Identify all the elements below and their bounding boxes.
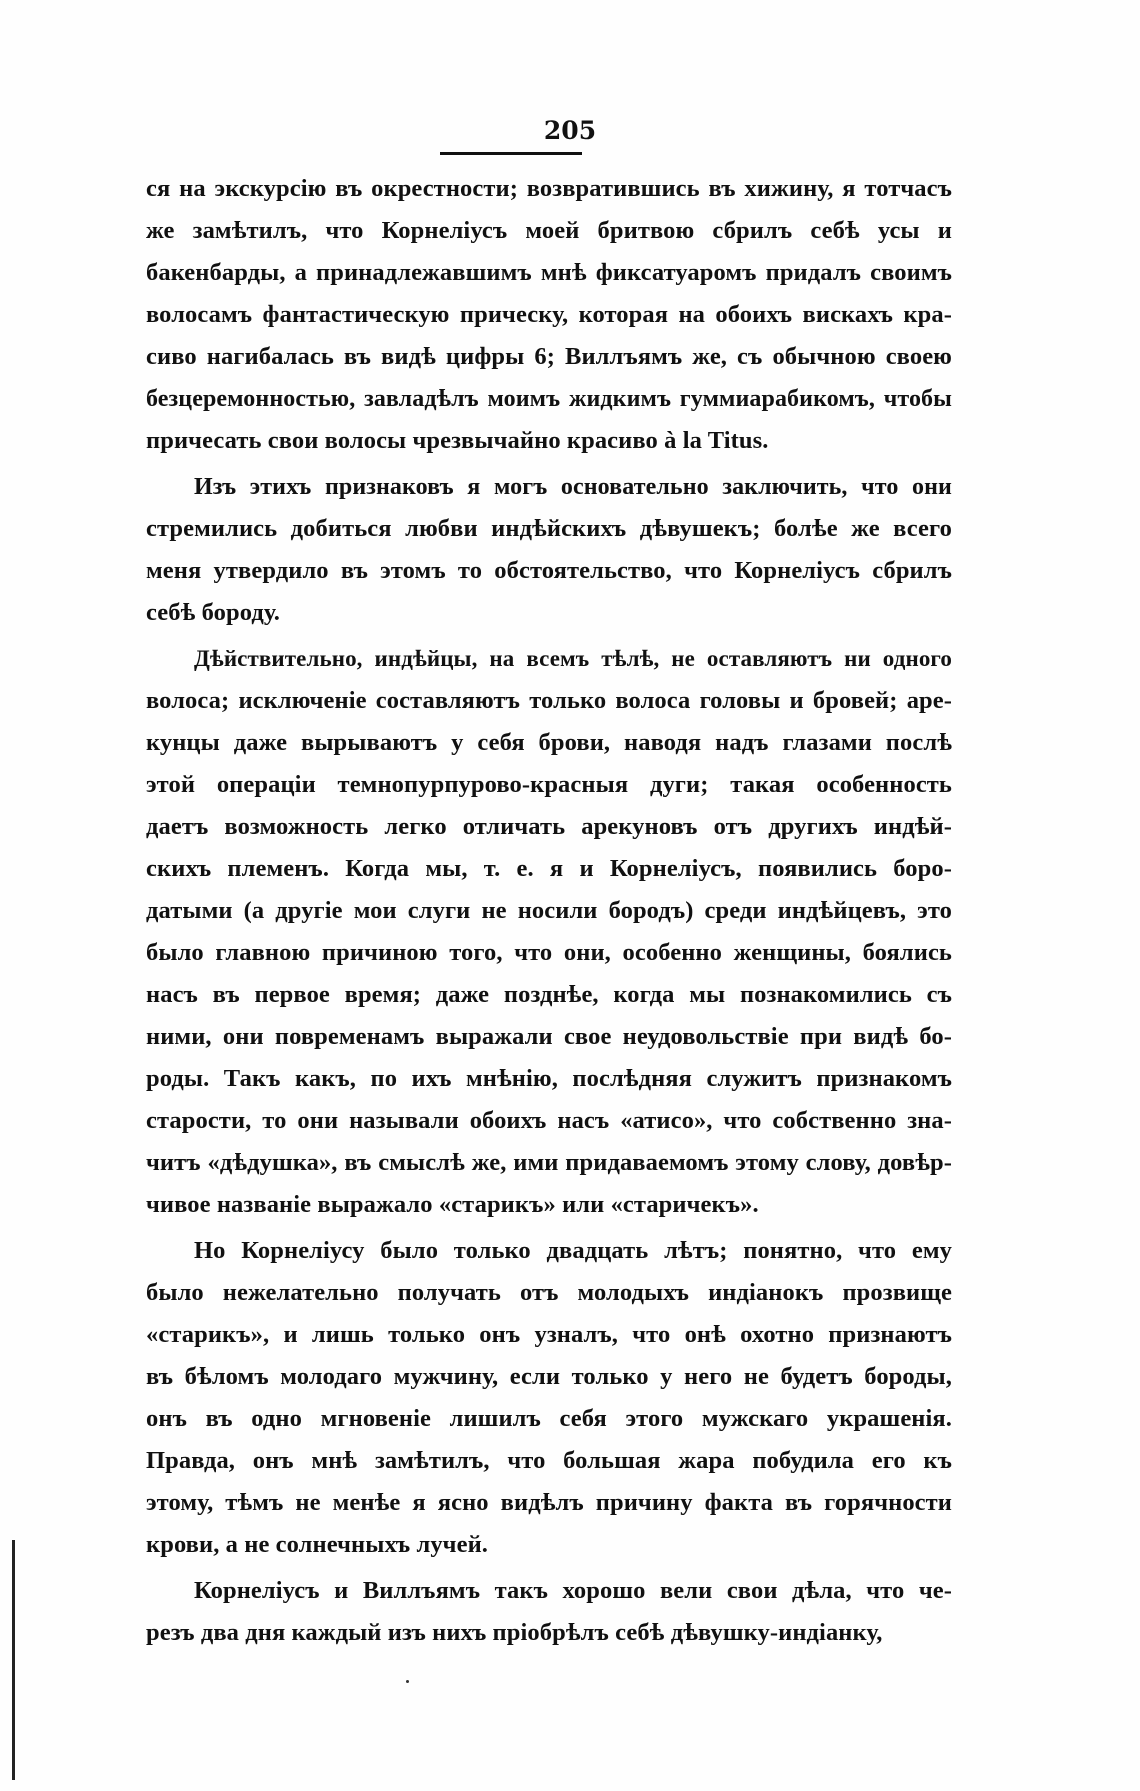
text-line: стремились добиться любви индѣйскихъ дѣвушекъ; болѣе же всего <box>146 515 952 542</box>
text-line: сиво нагибалась въ видѣ цифры 6; Виллъямъ же, съ обычною своею <box>146 343 952 370</box>
paragraph <box>146 638 952 1226</box>
paragraph <box>146 466 952 634</box>
text-line: Изъ этихъ признаковъ я могъ основательно заключить, что они <box>194 474 952 500</box>
page-edge-line <box>12 1540 15 1780</box>
text-line: этой операціи темнопурпурово-красныя дуги; такая особенность <box>146 771 952 798</box>
text-line: въ бѣломъ молодаго мужчину, если только у него не будетъ бороды, <box>146 1363 952 1390</box>
text-line: читъ «дѣдушка», въ смыслѣ же, ими придаваемомъ этому слову, довѣр- <box>146 1149 952 1176</box>
text-line: датыми (а другіе мои слуги не носили бородъ) среди индѣйцевъ, это <box>146 897 952 924</box>
text-line: роды. Такъ какъ, по ихъ мнѣнію, послѣдняя служитъ признакомъ <box>146 1065 952 1092</box>
text-line: чивое названіе выражало «старикъ» или «старичекъ». <box>146 1191 759 1218</box>
text-line: было нежелательно получать отъ молодыхъ индіанокъ прозвище <box>146 1279 952 1306</box>
text-line: волоса; исключеніе составляютъ только волоса головы и бровей; аре- <box>146 687 952 714</box>
text-line: причесать свои волосы чрезвычайно красиво à la Titus. <box>146 427 769 454</box>
text-line: этому, тѣмъ не менѣе я ясно видѣлъ причину факта въ горячности <box>146 1489 952 1516</box>
text-line: старости, то они называли обоихъ насъ «атисо», что собственно зна- <box>146 1107 952 1134</box>
text-line: ся на экскурсію въ окрестности; возвратившись въ хижину, я тотчасъ <box>146 175 952 202</box>
text-body <box>146 168 952 1654</box>
text-line: «старикъ», и лишь только онъ узналъ, что онѣ охотно признаютъ <box>146 1321 952 1348</box>
text-line: волосамъ фантастическую прическу, которая на обоихъ вискахъ кра- <box>146 301 952 328</box>
paragraph <box>146 1230 952 1566</box>
text-line: Правда, онъ мнѣ замѣтилъ, что большая жара побудила его къ <box>146 1447 952 1474</box>
text-line: онъ въ одно мгновеніе лишилъ себя этого мужскаго украшенія. <box>146 1405 952 1432</box>
paragraph <box>146 1570 952 1654</box>
text-line: Корнеліусъ и Виллъямъ такъ хорошо вели свои дѣла, что че- <box>194 1577 952 1604</box>
text-line: резъ два дня каждый изъ нихъ пріобрѣлъ себѣ дѣвушку-индіанку, <box>146 1619 883 1646</box>
page-number: 205 <box>543 116 597 145</box>
text-line: безцеремонностью, завладѣлъ моимъ жидкимъ гуммиарабикомъ, чтобы <box>146 386 952 412</box>
text-line: было главною причиною того, что они, особенно женщины, боялись <box>146 939 952 966</box>
text-line: бакенбарды, а принадлежавшимъ мнѣ фиксатуаромъ придалъ своимъ <box>146 259 952 286</box>
text-line: меня утвердило въ этомъ то обстоятельство, что Корнеліусъ сбрилъ <box>146 557 952 584</box>
text-line: же замѣтилъ, что Корнеліусъ моей бритвою сбрилъ себѣ усы и <box>146 217 952 244</box>
text-line: Но Корнеліусу было только двадцать лѣтъ; понятно, что ему <box>194 1237 952 1264</box>
text-line: Дѣйствительно, индѣйцы, на всемъ тѣлѣ, не оставляютъ ни одного <box>194 646 952 671</box>
text-line: себѣ бороду. <box>146 599 280 626</box>
page-number-rule <box>440 152 582 155</box>
text-line: даетъ возможность легко отличать арекуновъ отъ другихъ индѣй- <box>146 813 952 840</box>
text-line: насъ въ первое время; даже позднѣе, когда мы познакомились съ <box>146 981 952 1008</box>
text-line: ними, они повременамъ выражали свое неудовольствіе при видѣ бо- <box>146 1023 952 1050</box>
text-line: крови, а не солнечныхъ лучей. <box>146 1531 489 1558</box>
speck-mark <box>406 1680 409 1683</box>
paragraph <box>146 168 952 462</box>
text-line: кунцы даже вырываютъ у себя брови, наводя надъ глазами послѣ <box>146 729 952 756</box>
text-line: скихъ племенъ. Когда мы, т. е. я и Корнеліусъ, появились боро- <box>146 855 952 882</box>
